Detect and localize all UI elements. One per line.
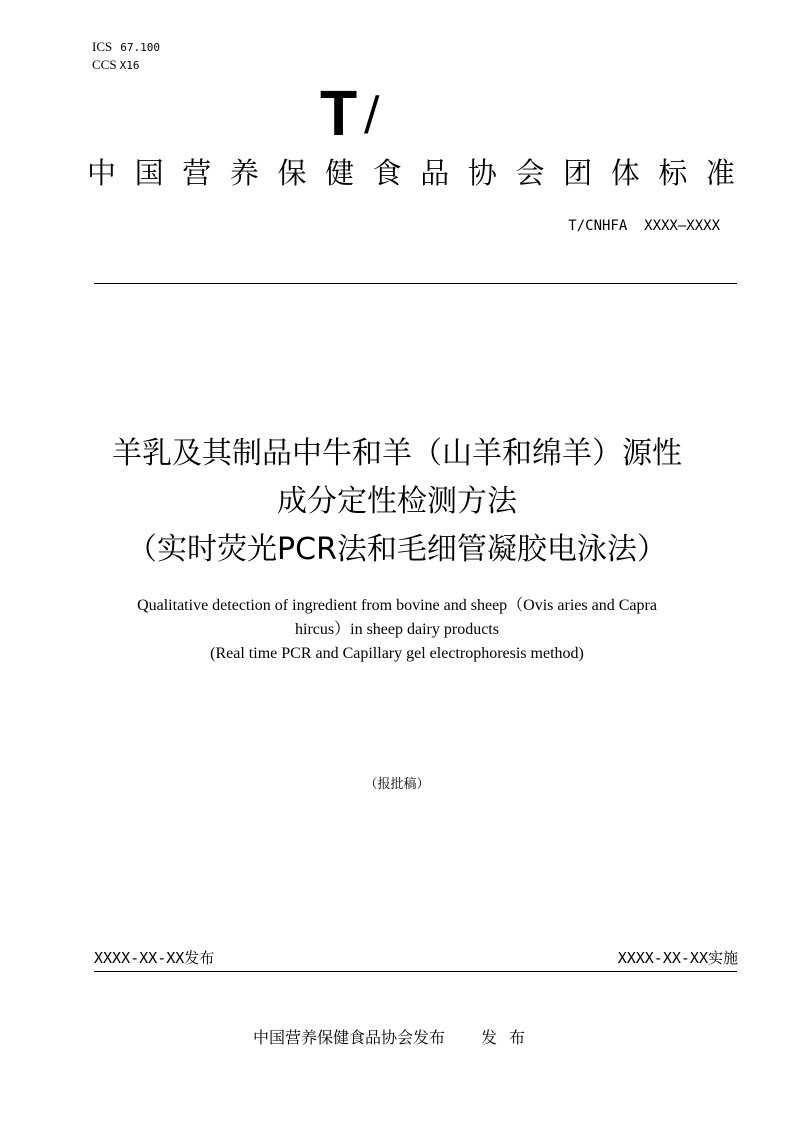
english-title-line: (Real time PCR and Capillary gel electrophoresis method)	[210, 645, 584, 662]
footer-divider	[94, 971, 737, 972]
ccs-label: CCS	[92, 57, 117, 72]
logo-slash: /	[364, 86, 380, 140]
org-title-char: 品	[420, 156, 450, 190]
org-title-char: 标	[658, 156, 688, 190]
logo-letter: T	[320, 77, 358, 149]
standard-logo	[320, 77, 400, 149]
publisher-name: 中国营养保健食品协会发布	[253, 1028, 446, 1047]
org-title-char: 食	[372, 156, 402, 190]
org-title-char: 健	[325, 156, 355, 190]
chinese-title	[60, 430, 734, 574]
publisher-line	[253, 1025, 537, 1048]
english-title-line: hircus）in sheep dairy products	[295, 621, 499, 638]
org-title-char: 协	[467, 156, 497, 190]
standard-number: T/CNHFA XXXX—XXXX	[568, 218, 720, 234]
publisher-label: 发布	[481, 1028, 538, 1047]
ics-row	[92, 38, 160, 56]
organization-title	[87, 154, 735, 192]
ccs-row	[92, 56, 160, 74]
chinese-title-line: （实时荧光PCR法和毛细管凝胶电泳法）	[127, 532, 667, 567]
chinese-title-line: 成分定性检测方法	[277, 484, 517, 519]
classification-codes	[92, 38, 160, 74]
org-title-char: 体	[610, 156, 640, 190]
org-title-char: 中	[87, 156, 117, 190]
org-title-char: 国	[134, 156, 164, 190]
english-title-line: Qualitative detection of ingredient from bovine and sheep（Ovis aries and Capra	[137, 597, 657, 614]
ics-value: 67.100	[120, 41, 160, 54]
org-title-char: 养	[229, 156, 259, 190]
org-title-char: 保	[277, 156, 307, 190]
org-title-char: 团	[563, 156, 593, 190]
chinese-title-line: 羊乳及其制品中牛和羊（山羊和绵羊）源性	[112, 436, 682, 471]
org-title-char: 营	[182, 156, 212, 190]
org-title-char: 会	[515, 156, 545, 190]
org-title-char: 准	[705, 156, 735, 190]
draft-status: （报批稿）	[364, 777, 430, 792]
ccs-value: X16	[119, 59, 140, 72]
header-divider	[94, 283, 737, 284]
ics-label: ICS	[92, 39, 113, 54]
english-title	[60, 594, 734, 666]
issue-date: XXXX-XX-XX发布	[94, 949, 215, 967]
implementation-date: XXXX-XX-XX实施	[617, 949, 738, 967]
